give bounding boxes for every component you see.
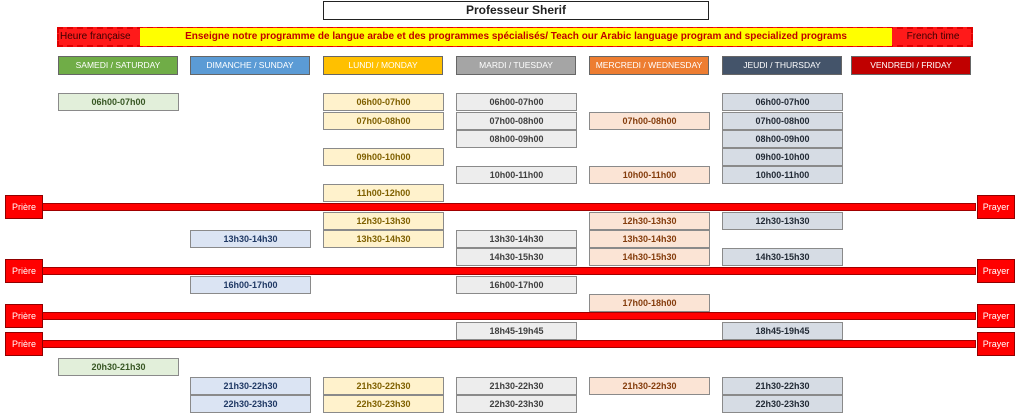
time-slot: 14h30-15h30 <box>589 248 710 266</box>
prayer-bar <box>42 203 976 211</box>
prayer-label-right: Prayer <box>977 332 1015 356</box>
time-slot: 21h30-22h30 <box>722 377 843 395</box>
day-header: JEUDI / THURSDAY <box>722 56 842 75</box>
time-slot: 17h00-18h00 <box>589 294 710 312</box>
time-slot: 13h30-14h30 <box>190 230 311 248</box>
time-slot: 10h00-11h00 <box>589 166 710 184</box>
time-slot: 12h30-13h30 <box>589 212 710 230</box>
time-slot: 06h00-07h00 <box>323 93 444 111</box>
prayer-label-left: Prière <box>5 259 43 283</box>
time-slot: 07h00-08h00 <box>456 112 577 130</box>
time-slot: 07h00-08h00 <box>722 112 843 130</box>
time-slot: 21h30-22h30 <box>589 377 710 395</box>
time-slot: 14h30-15h30 <box>722 248 843 266</box>
time-slot: 16h00-17h00 <box>190 276 311 294</box>
prayer-label-right: Prayer <box>977 195 1015 219</box>
prayer-bar <box>42 267 976 275</box>
banner-center-text: Enseigne notre programme de langue arabe et des programmes spécialisés/ Teach our Arabic language program and specialized programs <box>140 28 892 46</box>
time-slot: 12h30-13h30 <box>323 212 444 230</box>
day-header: MERCREDI / WEDNESDAY <box>589 56 709 75</box>
day-header: MARDI / TUESDAY <box>456 56 576 75</box>
time-slot: 22h30-23h30 <box>323 395 444 413</box>
time-slot: 10h00-11h00 <box>456 166 577 184</box>
time-slot: 21h30-22h30 <box>456 377 577 395</box>
time-slot: 21h30-22h30 <box>190 377 311 395</box>
prayer-label-right: Prayer <box>977 304 1015 328</box>
time-slot: 06h00-07h00 <box>722 93 843 111</box>
time-slot: 08h00-09h00 <box>722 130 843 148</box>
time-slot: 16h00-17h00 <box>456 276 577 294</box>
day-header: SAMEDI / SATURDAY <box>58 56 178 75</box>
time-slot: 09h00-10h00 <box>323 148 444 166</box>
prayer-label-left: Prière <box>5 195 43 219</box>
banner-right-label: French time <box>906 31 960 42</box>
prayer-label-left: Prière <box>5 304 43 328</box>
page-title: Professeur Sherif <box>323 1 709 20</box>
prayer-label-left: Prière <box>5 332 43 356</box>
day-header: LUNDI / MONDAY <box>323 56 443 75</box>
time-slot: 07h00-08h00 <box>589 112 710 130</box>
time-slot: 18h45-19h45 <box>456 322 577 340</box>
time-slot: 22h30-23h30 <box>722 395 843 413</box>
time-slot: 13h30-14h30 <box>589 230 710 248</box>
time-slot: 06h00-07h00 <box>58 93 179 111</box>
day-header: VENDREDI / FRIDAY <box>851 56 971 75</box>
time-slot: 10h00-11h00 <box>722 166 843 184</box>
time-slot: 12h30-13h30 <box>722 212 843 230</box>
time-slot: 07h00-08h00 <box>323 112 444 130</box>
time-slot: 20h30-21h30 <box>58 358 179 376</box>
time-slot: 06h00-07h00 <box>456 93 577 111</box>
time-slot: 13h30-14h30 <box>456 230 577 248</box>
day-header: DIMANCHE / SUNDAY <box>190 56 310 75</box>
time-slot: 22h30-23h30 <box>456 395 577 413</box>
time-slot: 09h00-10h00 <box>722 148 843 166</box>
prayer-bar <box>42 340 976 348</box>
time-slot: 11h00-12h00 <box>323 184 444 202</box>
time-slot: 18h45-19h45 <box>722 322 843 340</box>
banner-left-label: Heure française <box>60 31 131 42</box>
time-slot: 13h30-14h30 <box>323 230 444 248</box>
prayer-label-right: Prayer <box>977 259 1015 283</box>
time-slot: 08h00-09h00 <box>456 130 577 148</box>
time-slot: 21h30-22h30 <box>323 377 444 395</box>
time-slot: 22h30-23h30 <box>190 395 311 413</box>
prayer-bar <box>42 312 976 320</box>
time-slot: 14h30-15h30 <box>456 248 577 266</box>
